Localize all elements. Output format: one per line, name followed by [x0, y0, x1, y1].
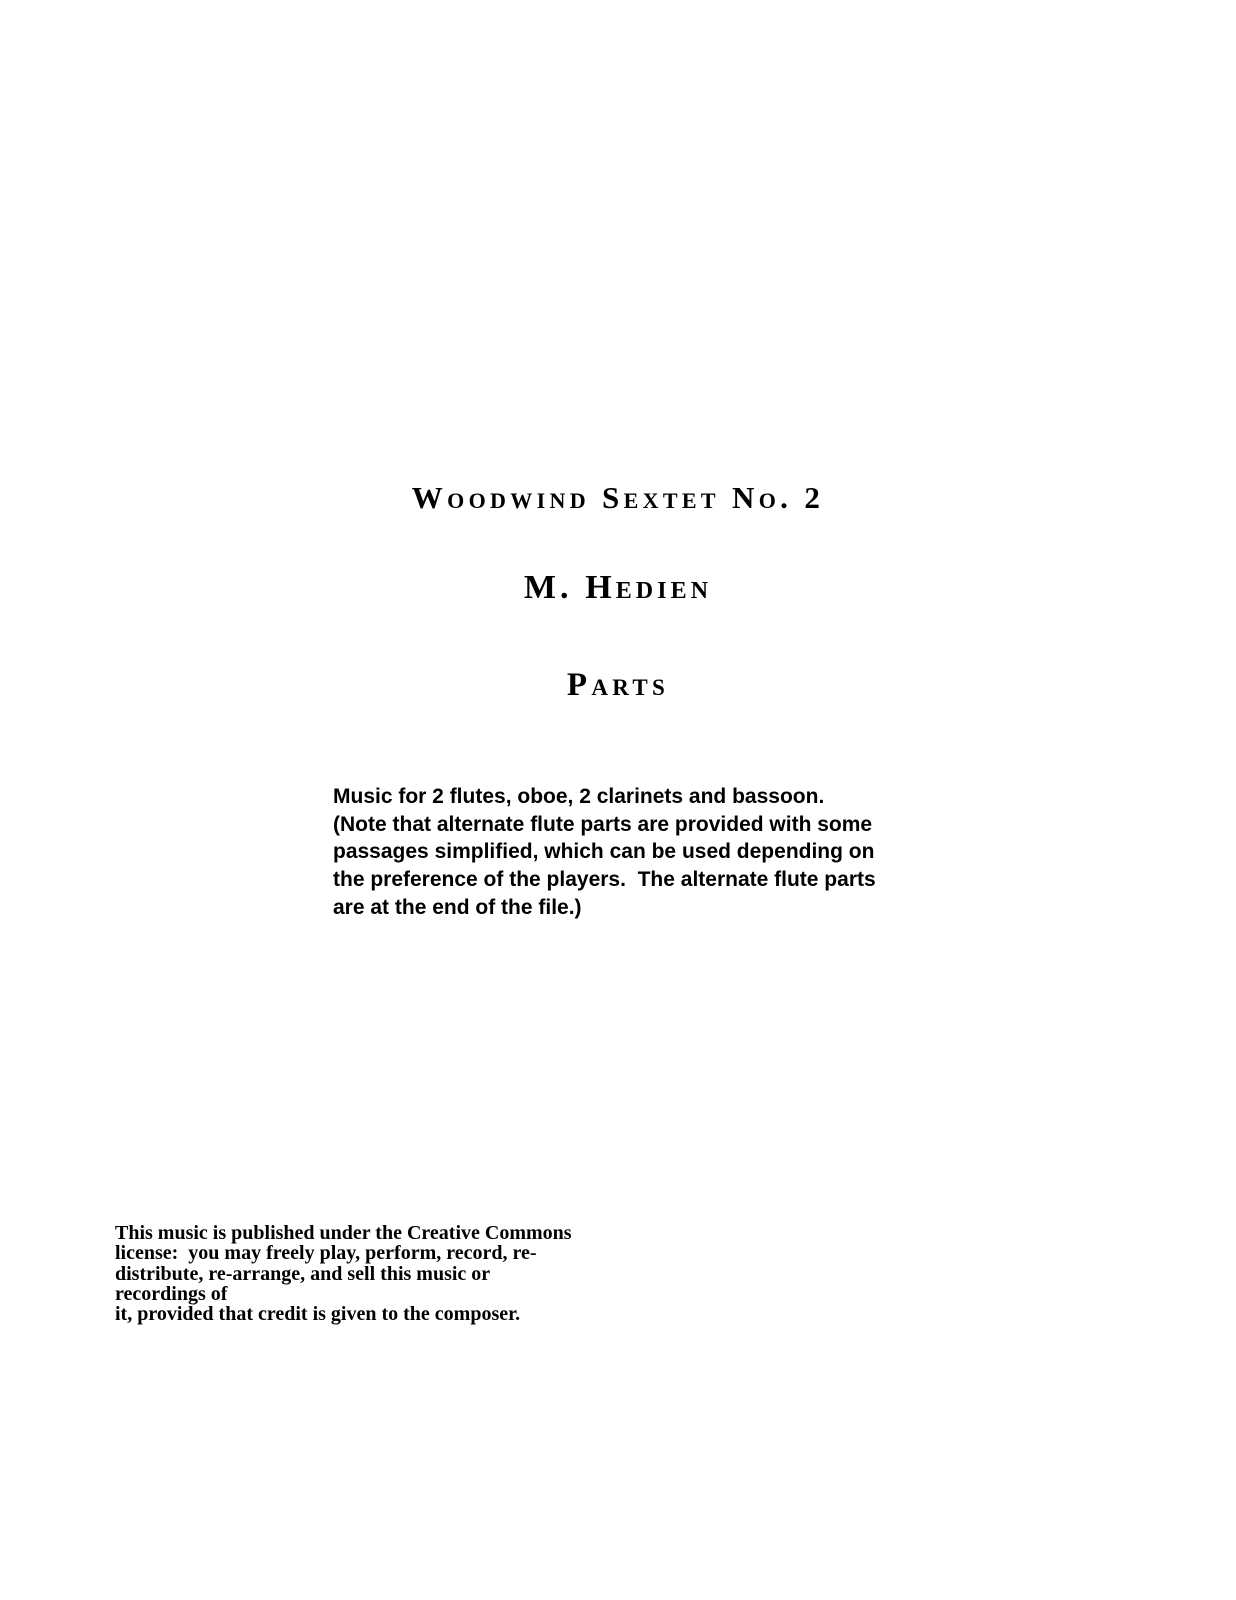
instrumentation-note-line: the preference of the players. The alternate flute parts [333, 868, 876, 892]
parts-subtitle: Parts [566, 667, 670, 703]
license-note-line: license: you may freely play, perform, record, re- [115, 1242, 537, 1265]
instrumentation-note-line: passages simplified, which can be used depending on [333, 840, 875, 864]
creative-commons-license-note [115, 1223, 585, 1324]
work-title: Woodwind Sextet No. 2 [411, 480, 825, 515]
instrumentation-note-line: (Note that alternate flute parts are provided with some [333, 812, 873, 836]
license-note-line: distribute, re-arrange, and sell this music or recordings of [115, 1262, 495, 1305]
instrumentation-note-line: are at the end of the file.) [333, 895, 582, 919]
instrumentation-note-line: Music for 2 flutes, oboe, 2 clarinets and bassoon. [333, 785, 825, 808]
license-note-line: This music is published under the Creative Commons [115, 1222, 572, 1244]
license-note-line: it, provided that credit is given to the composer. [115, 1303, 521, 1326]
instrumentation-note [333, 783, 933, 922]
composer-name: M. Hedien [523, 569, 713, 606]
